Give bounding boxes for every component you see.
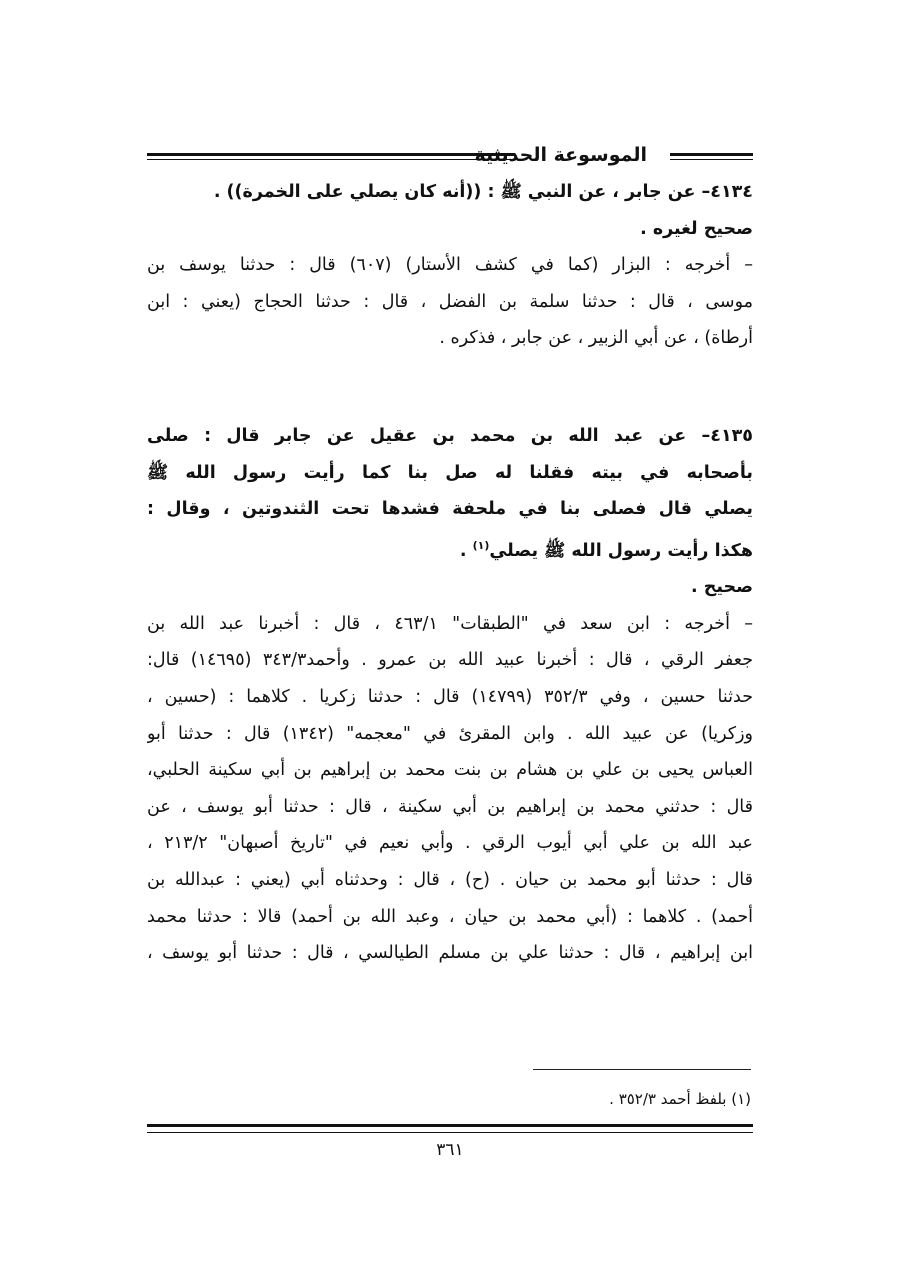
running-header [147,142,753,172]
page-number: ٣٦١ [436,1140,464,1160]
takhrij-line: قال : حدثني محمد بن إبراهيم بن أبي سكينة ، قال : حدثنا أبو يوسف ، عن [147,796,753,817]
takhrij-line: موسى ، قال : حدثنا سلمة بن الفضل ، قال : حدثنا الحجاج (يعني : ابن [147,291,753,312]
header-rule-left [147,153,515,160]
header-rule-right [670,153,753,160]
hadith-grade: صحيح . [690,577,753,598]
takhrij-line: حدثنا حسين ، وفي ٣٥٢/٣ (١٤٧٩٩) قال : حدثنا زكريا . كلاهما : (حسين ، [147,686,753,707]
takhrij-line: – أخرجه : البزار (كما في كشف الأستار) (٦٠٧) قال : حدثنا يوسف بن [147,255,753,276]
hadith-4135 [147,418,753,972]
takhrij-line: قال : حدثنا أبو محمد بن حيان . (ح) ، قال : وحدثناه أبي (يعني : عبدالله بن [147,869,753,890]
footnote-marker: (١) [472,538,490,552]
header-title: الموسوعة الحديثية [465,142,658,168]
hadith-text-line-final [147,528,753,569]
hadith-text: ٤١٣٤– عن جابر ، عن النبي ﷺ : ((أنه كان يصلي على الخمرة)) . [213,182,753,202]
hadith-text-end: هكذا رأيت رسول الله ﷺ يصلي [489,540,753,561]
takhrij-line: – أخرجه : ابن سعد في "الطبقات" ٤٦٣/١ ، قال : أخبرنا عبد الله بن [147,613,753,634]
takhrij-line: عبد الله بن علي أبي أيوب الرقي . وأبي نعيم في "تاريخ أصبهان" ٢١٣/٢ ، [147,833,753,854]
takhrij-line: وزكريا) عن عبيد الله . وابن المقرئ في "معجمه" (١٣٤٢) قال : حدثنا أبو [147,723,753,744]
takhrij-line: جعفر الرقي ، قال : أخبرنا عبيد الله بن عمرو . وأحمد٣٤٣/٣ (١٤٦٩٥) قال: [147,650,753,671]
takhrij-line: العباس يحيى بن علي بن هشام بن بنت محمد بن إبراهيم بن أبي سكينة الحلبي، [147,760,753,781]
hadith-grade: صحيح لغيره . [640,218,753,239]
hadith-4134 [147,174,753,357]
footnote: (١) بلفظ أحمد ٣٥٢/٣ . [609,1090,751,1108]
takhrij-line: أحمد) . كلاهما : (أبي محمد بن حيان ، وعبد الله بن أحمد) قالا : حدثنا محمد [147,906,753,927]
hadith-text-line: يصلي قال فصلى بنا في ملحفة فشدها تحت الثندوتين ، وقال : [147,499,753,520]
takhrij-line: ابن إبراهيم ، قال : حدثنا علي بن مسلم الطيالسي ، قال : حدثنا أبو يوسف ، [147,943,753,964]
hadith-text-period: . [459,540,473,561]
hadith-text-line: ٤١٣٥– عن عبد الله بن محمد بن عقيل عن جابر قال : صلى [147,426,753,446]
footer-rule [147,1124,753,1133]
footnote-separator [533,1069,751,1070]
takhrij-line: أرطاة) ، عن أبي الزبير ، عن جابر ، فذكره . [439,328,753,349]
hadith-text-line: بأصحابه في بيته فقلنا له صل بنا كما رأيت رسول الله ﷺ [147,462,753,483]
